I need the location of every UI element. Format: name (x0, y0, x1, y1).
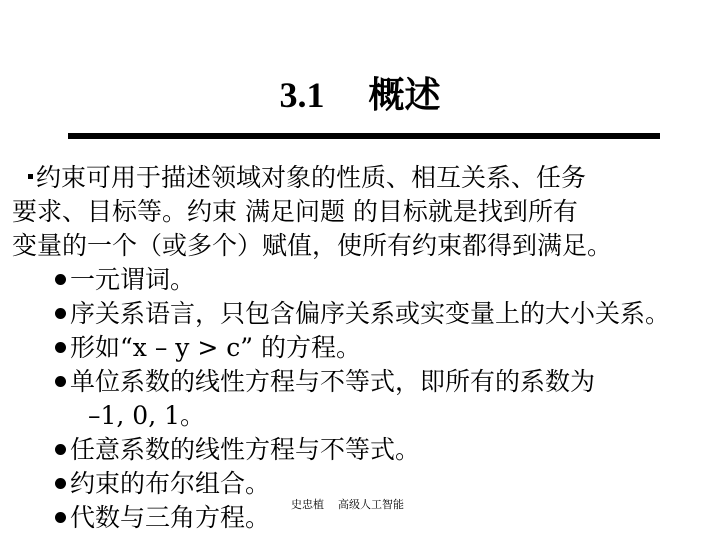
bullet-continuation: –1, 0, 1。 (88, 401, 206, 430)
intro-line-1 (28, 162, 586, 194)
intro-line-2: 要求、目标等。约束 满足问题 的目标就是找到所有 (12, 197, 578, 226)
bullet-item (55, 468, 270, 500)
round-bullet-icon (55, 342, 66, 353)
bullet-text: 约束的布尔组合。 (70, 469, 271, 498)
page-title (0, 70, 720, 120)
footer-course: 高级人工智能 (338, 498, 404, 511)
footer-author: 史忠植 (291, 498, 324, 511)
bullet-text: 一元谓词。 (70, 265, 196, 294)
round-bullet-icon (55, 512, 66, 523)
section-heading: 概述 (368, 75, 441, 115)
bullet-text: 代数与三角方程。 (70, 503, 271, 532)
bullet-text: 形如“x – y > c” 的方程。 (70, 333, 361, 362)
bullet-item (55, 366, 595, 398)
round-bullet-icon (55, 376, 66, 387)
round-bullet-icon (55, 444, 66, 455)
square-bullet-icon (28, 174, 33, 179)
title-divider (68, 133, 660, 139)
round-bullet-icon (55, 274, 66, 285)
round-bullet-icon (55, 308, 66, 319)
bullet-item (55, 502, 270, 534)
bullet-text: 单位系数的线性方程与不等式，即所有的系数为 (70, 367, 596, 396)
slide-footer (291, 498, 404, 512)
bullet-text: 任意系数的线性方程与不等式。 (70, 435, 421, 464)
bullet-item (55, 298, 670, 330)
section-number: 3.1 (279, 75, 325, 115)
bullet-text: 序关系语言，只包含偏序关系或实变量上的大小关系。 (70, 299, 671, 328)
round-bullet-icon (55, 478, 66, 489)
bullet-item (55, 264, 195, 296)
intro-line-3: 变量的一个（或多个）赋值，使所有约束都得到满足。 (12, 231, 613, 260)
bullet-item (55, 434, 420, 466)
bullet-item (55, 332, 361, 364)
intro-text-1: 约束可用于描述领域对象的性质、相互关系、任务 (36, 163, 587, 192)
